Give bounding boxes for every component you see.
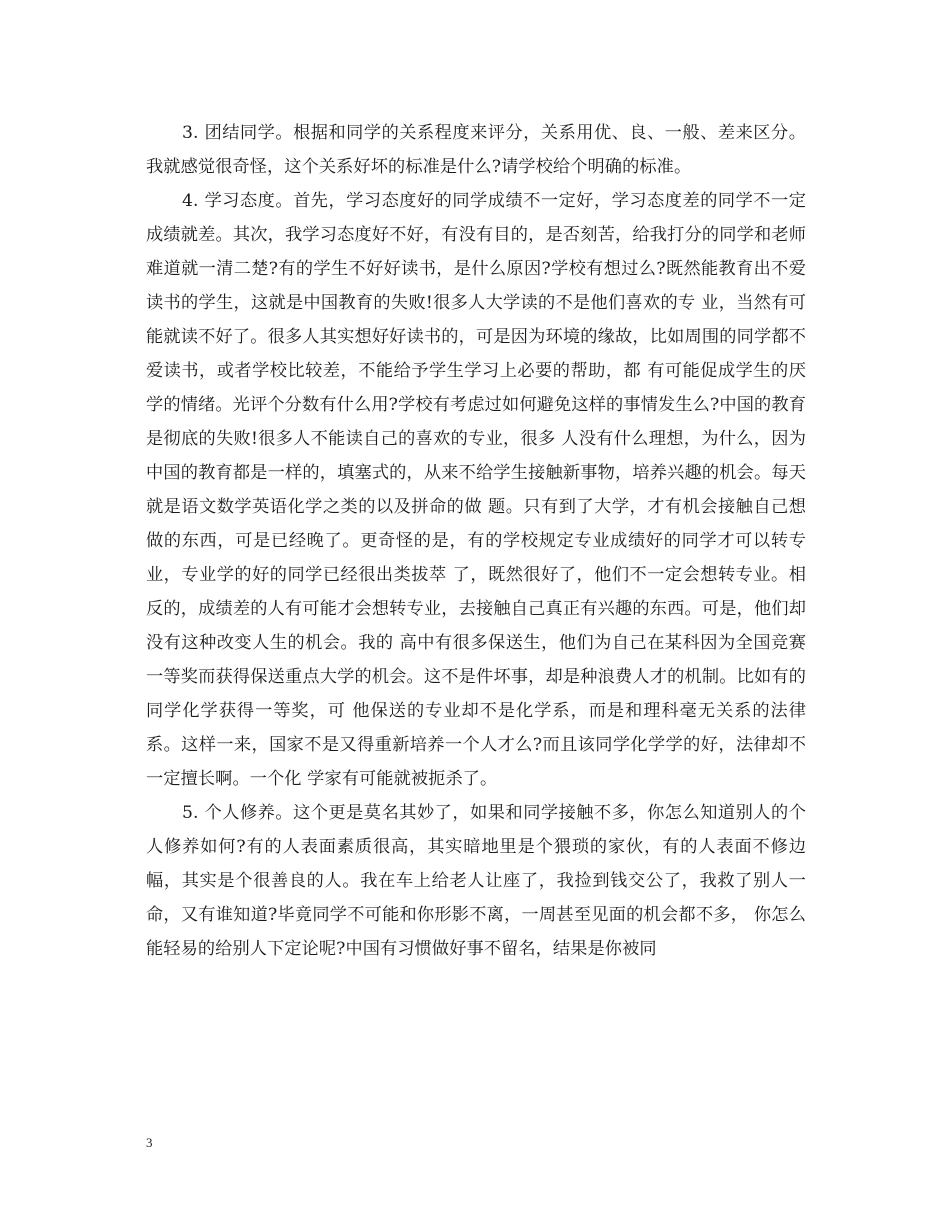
paragraph-item-4-attitude: 4. 学习态度。首先，学习态度好的同学成绩不一定好，学习态度差的同学不一定成绩就差。其次，我学习态度好不好，有没有目的，是否刻苦，给我打分的同学和老师 难道就一清二楚?有的学生不好好读书，是什么原因?学校有想过么?既然能教育出不爱读书的学生，这就是中国教育的失败!很多人大学读的不是他们喜欢的专 业，当然有可能就读不好了。很多人其实想好好读书的，可是因为环境的缘故，比如周围的同学都不爱读书，或者学校比较差，不能给予学生学习上必要的帮助，都 有可能促成学生的厌学的情绪。光评个分数有什么用?学校有考虑过如何避免这样的事情发生么?中国的教育是彻底的失败!很多人不能读自己的喜欢的专业，很多 人没有什么理想，为什么，因为中国的教育都是一样的，填塞式的，从来不给学生接触新事物，培养兴趣的机会。每天就是语文数学英语化学之类的以及拼命的做 题。只有到了大学，才有机会接触自己想做的东西，可是已经晚了。更奇怪的是，有的学校规定专业成绩好的同学才可以转专业，专业学的好的同学已经很出类拔萃 了，既然很好了，他们不一定会想转专业。相反的，成绩差的人有可能才会想转专业，去接触自己真正有兴趣的东西。可是，他们却没有这种改变人生的机会。我的 高中有很多保送生，他们为自己在某科因为全国竞赛一等奖而获得保送重点大学的机会。这不是件坏事，却是种浪费人才的机制。比如有的同学化学获得一等奖，可 他保送的专业却不是化学系，而是和理科毫无关系的法律系。这样一来，国家不是又得重新培养一个人才么?而且该同学化学学的好，法律却不一定擅长啊。一个化 学家有可能就被扼杀了。: [146, 191, 806, 789]
body-text: [146, 116, 806, 966]
paragraph-item-5-cultivation: 5. 个人修养。这个更是莫名其妙了，如果和同学接触不多，你怎么知道别人的个人修养如何?有的人表面素质很高，其实暗地里是个猥琐的家伙，有的人表面不修边 幅，其实是个很善良的人。我在车上给老人让座了，我捡到钱交公了，我救了别人一命，又有谁知道?毕竟同学不可能和你形影不离，一周甚至见面的机会都不多， 你怎么能轻易的给别人下定论呢?中国有习惯做好事不留名，结果是你被同: [146, 803, 806, 959]
page-number: 3: [146, 1135, 153, 1150]
paragraph-item-3-unity: 3. 团结同学。根据和同学的关系程度来评分，关系用优、良、一般、差来区分。我就感觉很奇怪，这个关系好坏的标准是什么?请学校给个明确的标准。: [146, 123, 806, 177]
